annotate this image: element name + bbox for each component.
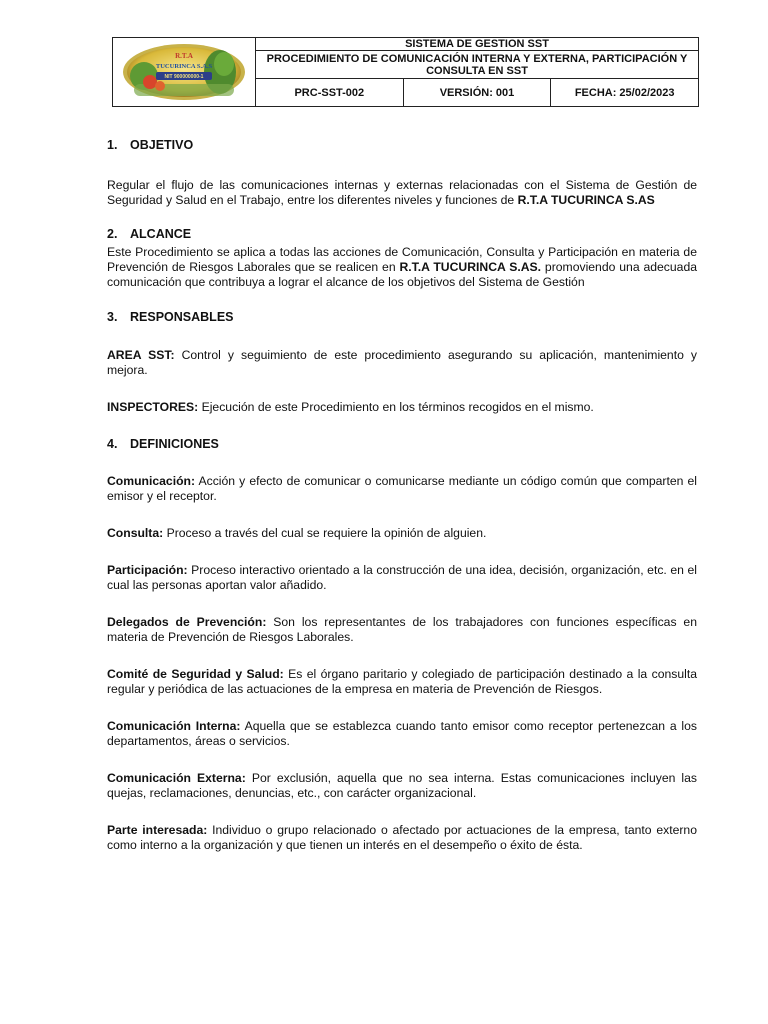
responsable-text: Ejecución de este Procedimiento en los términos recogidos en el mismo. xyxy=(198,400,594,414)
document-code: PRC-SST-002 xyxy=(256,79,404,107)
definition-text: Por exclusión, aquella que no sea interna. Estas comunicaciones incluyen las quejas, reclamaciones, denuncias, etc., con carácter organizacional. xyxy=(107,771,697,800)
definition-term: Participación: xyxy=(107,563,188,577)
objetivo-text: Regular el flujo de las comunicaciones internas y externas relacionadas con el Sistema de Gestión de Seguridad y Salud en el Trabajo, entre los diferentes niveles y funciones de xyxy=(107,178,697,207)
document-body xyxy=(107,138,697,853)
definition-text: Acción y efecto de comunicar o comunicarse mediante un código común que comparten el emisor y el receptor. xyxy=(107,474,697,503)
company-name: R.T.A TUCURINCA S.AS xyxy=(517,193,655,207)
alcance-text-after: promoviendo una adecuada comunicación que contribuya a lograr el alcance de los objetivos del Sistema de Gestión xyxy=(107,260,698,289)
heading-alcance xyxy=(107,227,697,242)
definition-term: Comunicación: xyxy=(107,474,196,488)
logo-line1: R.T.A xyxy=(175,52,193,60)
heading-number: 3. xyxy=(107,310,118,324)
company-name: R.T.A TUCURINCA S.AS. xyxy=(399,260,542,274)
responsable-item xyxy=(107,400,697,415)
heading-number: 2. xyxy=(107,227,118,241)
definition-term: Comunicación Interna: xyxy=(107,719,241,733)
definition-text: Proceso interactivo orientado a la construcción de una idea, decisión, organización, etc. en el cual las personas aportan valor añadido. xyxy=(107,563,697,592)
logo-line2: TUCURINCA S.A.S xyxy=(155,63,213,70)
procedure-title: PROCEDIMIENTO DE COMUNICACIÓN INTERNA Y EXTERNA, PARTICIPACIÓN Y CONSULTA EN SST xyxy=(256,51,699,79)
responsable-item xyxy=(107,348,697,378)
heading-text: DEFINICIONES xyxy=(130,437,219,451)
definition-text: Son los representantes de los trabajadores con funciones específicas en materia de Prevención de Riesgos Laborales. xyxy=(107,615,697,644)
responsable-text: Control y seguimiento de este procedimiento asegurando su aplicación, mantenimiento y mejora. xyxy=(107,348,697,377)
definition-item xyxy=(107,474,697,504)
logo-line3: NIT 900000000-1 xyxy=(164,74,204,80)
heading-number: 1. xyxy=(107,138,118,152)
heading-text: ALCANCE xyxy=(130,227,192,241)
alcance-text-before: Este Procedimiento se aplica a todas las acciones de Comunicación, Consulta y Participación en materia de Prevención de Riesgos Laborales que se realicen en xyxy=(107,245,697,274)
system-title: SISTEMA DE GESTION SST xyxy=(256,38,699,51)
definition-text: Proceso a través del cual se requiere la opinión de alguien. xyxy=(163,526,487,540)
responsable-term: INSPECTORES: xyxy=(107,400,199,414)
definition-text: Aquella que se establezca cuando tanto emisor como receptor pertenezcan a los departamentos, áreas o servicios. xyxy=(107,719,697,748)
definition-text: Es el órgano paritario y colegiado de participación destinado a la consulta regular y periódica de las actuaciones de la empresa en materia de Prevención de Riesgos. xyxy=(107,667,698,696)
definition-term: Comité de Seguridad y Salud: xyxy=(107,667,284,681)
definition-term: Comunicación Externa: xyxy=(107,771,246,785)
document-header xyxy=(112,37,699,107)
heading-number: 4. xyxy=(107,437,118,451)
definition-term: Delegados de Prevención: xyxy=(107,615,267,629)
definition-item xyxy=(107,526,697,541)
responsable-term: AREA SST: xyxy=(107,348,175,362)
heading-text: OBJETIVO xyxy=(130,138,194,152)
definition-item xyxy=(107,615,697,645)
definition-item xyxy=(107,771,697,801)
document-version: VERSIÓN: 001 xyxy=(403,79,551,107)
alcance-paragraph xyxy=(107,245,697,290)
definition-item xyxy=(107,823,697,853)
heading-responsables xyxy=(107,310,697,325)
document-date: FECHA: 25/02/2023 xyxy=(551,79,699,107)
definition-item xyxy=(107,667,697,697)
heading-text: RESPONSABLES xyxy=(130,310,234,324)
objetivo-paragraph xyxy=(107,178,697,208)
definition-term: Consulta: xyxy=(107,526,164,540)
definition-item xyxy=(107,719,697,749)
definition-term: Parte interesada: xyxy=(107,823,208,837)
definition-text: Individuo o grupo relacionado o afectado por actuaciones de la empresa, tanto externo como interno a la organización y que tienen un interés en el desempeño o éxito de ésta. xyxy=(107,823,697,852)
heading-objetivo xyxy=(107,138,697,153)
company-logo xyxy=(120,42,248,102)
definition-item xyxy=(107,563,697,593)
heading-definiciones xyxy=(107,437,697,452)
logo-cell xyxy=(113,38,256,107)
